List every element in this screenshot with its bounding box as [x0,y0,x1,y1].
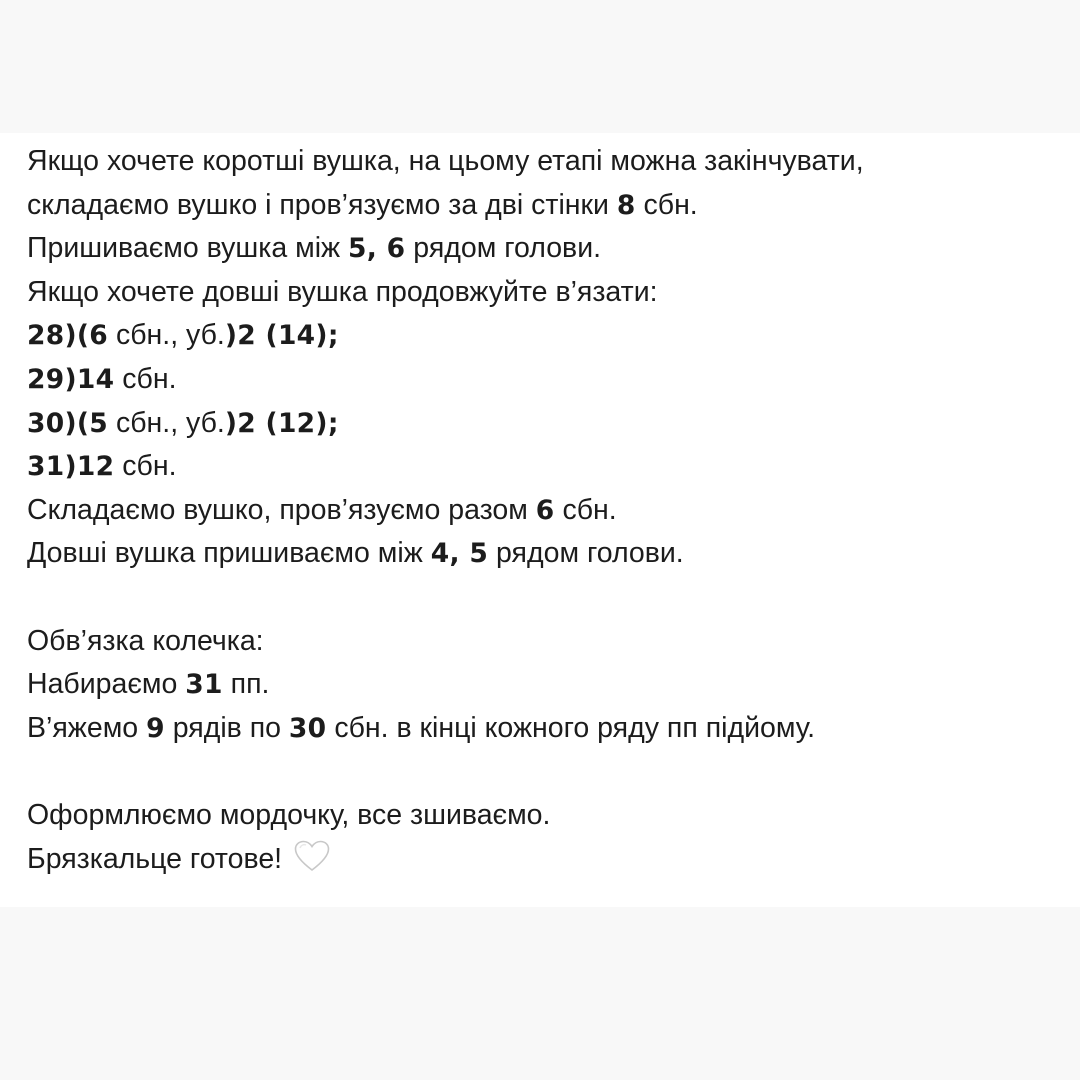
text-line [27,140,1067,184]
text-segment: сбн. [554,493,617,526]
text-line [27,489,1067,533]
text-line [27,271,1067,315]
bold-number: )2 (12); [224,407,339,439]
bottom-background-band [0,907,1080,1080]
text-segment: рядів по [164,711,289,744]
text-line [27,838,1067,882]
text-segment: Якщо хочете коротші вушка, на цьому етапі можна закінчувати, [27,145,864,177]
text-segment: рядом голови. [488,537,684,570]
text-segment: сбн., уб. [108,319,225,352]
bold-number: 5, 6 [348,233,406,265]
text-segment: сбн. [114,450,177,483]
text-line [27,707,1067,751]
text-line [27,620,1067,664]
text-line [27,445,1067,489]
text-segment: сбн. [635,188,698,221]
bold-number: 8 [616,189,636,221]
text-segment: Набираємо [27,668,186,701]
text-line [27,227,1067,271]
top-background-band [0,0,1080,133]
text-segment: Обв’язка колечка: [27,624,264,657]
bold-number: 9 [146,712,165,744]
text-line [27,314,1067,358]
white-heart-icon [294,840,330,870]
bold-number: 30)(5 [27,407,109,439]
text-segment: Довші вушка пришиваємо між [27,537,431,570]
text-segment: сбн. в кінці кожного ряду пп підйому. [326,711,816,744]
text-segment: Пришиваємо вушка між [27,232,349,265]
text-segment: В’яжемо [27,711,147,744]
bold-number: 29)14 [27,363,115,395]
bold-number: 6 [535,494,555,526]
bold-number: 4, 5 [430,538,489,570]
text-segment: пп. [222,668,270,701]
text-line [27,663,1067,707]
text-line [27,402,1067,446]
text-segment: Оформлюємо мордочку, все зшиваємо. [27,798,551,831]
text-segment: сбн. [114,362,177,395]
bold-number: )2 (14); [224,320,339,352]
blank-line [27,750,1067,794]
text-line [27,358,1067,402]
text-segment: рядом голови. [405,232,602,265]
bold-number: 30 [288,712,327,744]
text-segment: складаємо вушко і пров’язуємо за дві стінки [27,188,617,221]
text-line [27,184,1067,228]
text-segment: Брязкальце готове! [27,842,291,875]
blank-line [27,576,1067,620]
bold-number: 28)(6 [27,320,109,352]
pattern-instructions [27,140,1067,881]
bold-number: 31 [185,669,223,701]
text-line [27,532,1067,576]
bold-number: 31)12 [27,451,115,483]
text-line [27,794,1067,838]
text-segment: Якщо хочете довші вушка продовжуйте в’язати: [27,275,658,308]
text-segment: Складаємо вушко, пров’язуємо разом [27,493,536,526]
text-segment: сбн., уб. [108,406,225,439]
